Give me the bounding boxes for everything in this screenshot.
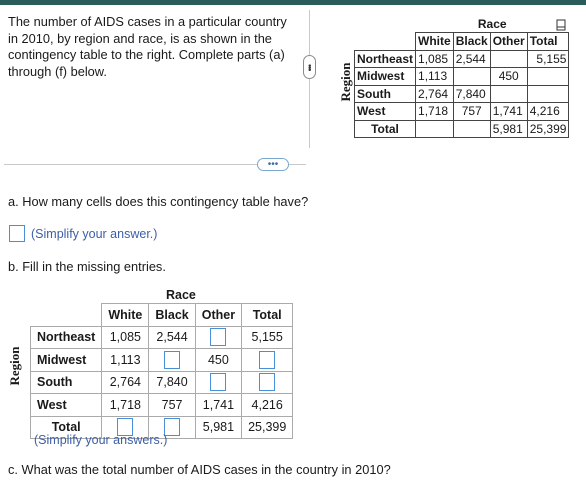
reference-cell [490, 85, 527, 103]
reference-col-header: White [416, 33, 454, 51]
reference-cell: 450 [490, 68, 527, 86]
part-b-row-south [31, 371, 293, 394]
reference-cell: 1,718 [416, 103, 454, 121]
reference-cell: 2,544 [453, 50, 490, 68]
part-b-row-label: South [31, 371, 102, 394]
part-c-question: c. What was the total number of AIDS cases in the country in 2010? [8, 462, 391, 477]
reference-row-label: South [355, 85, 416, 103]
reference-row-label: Northeast [355, 50, 416, 68]
reference-cell [490, 50, 527, 68]
part-b-cell: 25,399 [242, 416, 293, 439]
part-b-cell: 5,155 [242, 326, 293, 349]
reference-cell [453, 68, 490, 86]
part-b-cell: 1,741 [195, 394, 241, 417]
reference-row-label: Total [355, 120, 416, 138]
south-other-input[interactable] [210, 373, 226, 391]
part-b-row-label: Midwest [31, 349, 102, 372]
part-b-cell: 5,981 [195, 416, 241, 439]
reference-contingency-table [354, 15, 569, 138]
part-b-row-label: Total [31, 416, 102, 439]
part-b-cell: 450 [195, 349, 241, 372]
part-b-region-label: Region [7, 346, 22, 386]
vertical-divider [309, 10, 310, 148]
reference-col-header: Total [527, 33, 569, 51]
reference-cell: 25,399 [527, 120, 569, 138]
midwest-total-input[interactable] [259, 351, 275, 369]
reference-cell: 4,216 [527, 103, 569, 121]
reference-row [355, 68, 569, 86]
top-accent-bar [0, 0, 586, 5]
part-b-row-label: Northeast [31, 326, 102, 349]
part-b-cell: 2,764 [102, 371, 149, 394]
reference-cell: 1,113 [416, 68, 454, 86]
reference-cell: 5,155 [527, 50, 569, 68]
reference-cell [453, 120, 490, 138]
part-b-hint: (Simplify your answers.) [34, 433, 168, 447]
reference-cell: 5,981 [490, 120, 527, 138]
part-a-hint: (Simplify your answer.) [31, 226, 158, 241]
part-b-col-header: White [102, 304, 149, 327]
part-b-row-label: West [31, 394, 102, 417]
reference-cell [527, 68, 569, 86]
part-b-cell: 4,216 [242, 394, 293, 417]
vertical-divider-handle[interactable]: ••• [303, 55, 316, 79]
part-b-cell: 757 [149, 394, 195, 417]
part-b-cell: 1,113 [102, 349, 149, 372]
reference-cell [416, 120, 454, 138]
reference-row-label: West [355, 103, 416, 121]
part-b-col-header: Black [149, 304, 195, 327]
reference-cell: 1,741 [490, 103, 527, 121]
part-b-row-northeast [31, 326, 293, 349]
reference-col-header: Other [490, 33, 527, 51]
reference-cell: 1,085 [416, 50, 454, 68]
part-b-fill-table [30, 303, 293, 439]
reference-col-header: Black [453, 33, 490, 51]
reference-cell: 7,840 [453, 85, 490, 103]
reference-cell [527, 85, 569, 103]
part-b-cell: 1,718 [102, 394, 149, 417]
part-b-col-header: Total [242, 304, 293, 327]
part-b-row-midwest [31, 349, 293, 372]
part-b-race-header: Race [166, 288, 196, 302]
part-a-question: a. How many cells does this contingency table have? [8, 194, 309, 209]
part-a-answer-input[interactable] [9, 225, 25, 242]
horizontal-divider-handle[interactable]: ••• [257, 158, 289, 171]
part-a-answer-row [9, 225, 157, 242]
reference-row [355, 120, 569, 138]
problem-prompt: The number of AIDS cases in a particular country in 2010, by region and race, is as shown in the contingency table to the right. Complete parts (a) through (f) below. [8, 14, 287, 79]
part-b-cell: 1,085 [102, 326, 149, 349]
reference-cell: 2,764 [416, 85, 454, 103]
reference-row [355, 85, 569, 103]
midwest-black-input[interactable] [164, 351, 180, 369]
part-b-cell: 7,840 [149, 371, 195, 394]
reference-row-label: Midwest [355, 68, 416, 86]
reference-region-label: Region [338, 62, 353, 102]
part-b-cell: 2,544 [149, 326, 195, 349]
part-b-col-header: Other [195, 304, 241, 327]
reference-row [355, 103, 569, 121]
reference-cell: 757 [453, 103, 490, 121]
northeast-other-input[interactable] [210, 328, 226, 346]
reference-race-header: Race [477, 16, 507, 31]
reference-row [355, 50, 569, 68]
south-total-input[interactable] [259, 373, 275, 391]
part-b-question: b. Fill in the missing entries. [8, 259, 166, 274]
part-b-row-west [31, 394, 293, 417]
